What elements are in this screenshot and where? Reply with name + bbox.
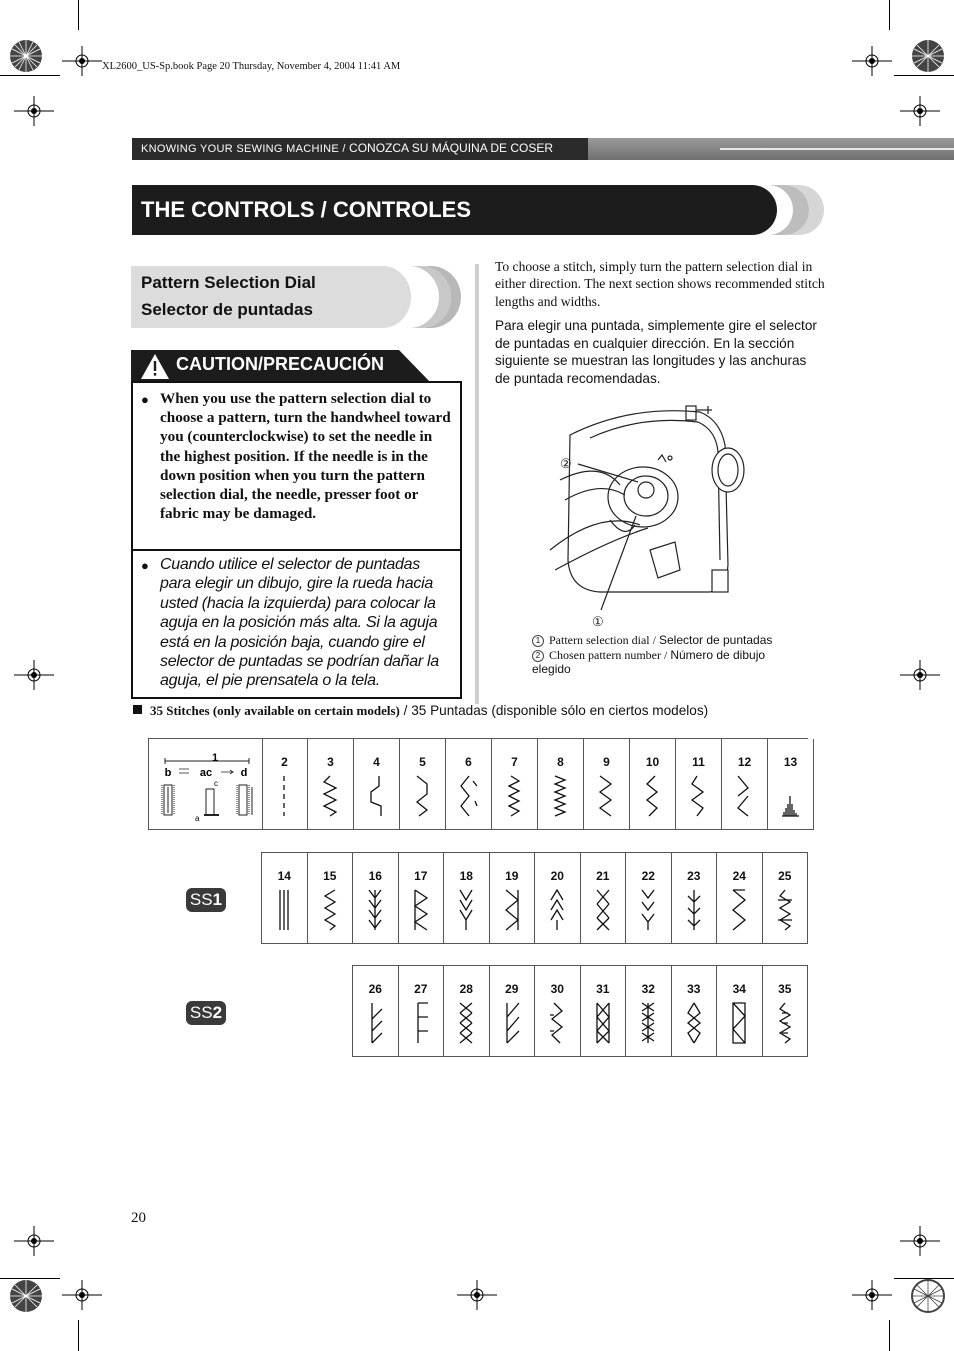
stitch-cell [763,853,809,944]
stitch-pattern-icon [549,775,571,817]
trim-line [889,1320,890,1351]
stitch-cell [630,739,676,830]
stitch-cell [535,853,581,944]
stitch-pattern-icon [546,1002,568,1044]
stitch-number: 4 [373,755,380,769]
stitch-pattern-icon [637,1002,659,1044]
section-title-en: KNOWING YOUR SEWING MACHINE / [141,143,350,155]
crosshair-mark [852,46,892,76]
stitch-cell-buttonhole [149,739,263,830]
stitch-cell [444,966,490,1057]
stitch-pattern-icon [457,775,479,817]
stitch-number: 34 [732,982,746,996]
caution-label: CAUTION/PRECAUCIÓN [176,354,385,374]
stitch-pattern-icon [637,889,659,931]
trim-line [78,1320,79,1351]
page-number: 20 [131,1210,146,1226]
buttonhole-label-a: a [195,814,200,823]
stitch-cell [581,853,627,944]
stitch-cell [626,966,672,1057]
stitch-table-row-2 [261,852,808,944]
registration-mark-top-right [908,36,948,76]
caution-divider [133,549,460,551]
stitch-cell [717,966,763,1057]
stitch-cell [308,853,354,944]
stitch-number: 20 [550,869,564,883]
crosshair-mark [14,96,54,126]
buttonhole-diagram [159,745,255,825]
stitch-pattern-icon [364,889,386,931]
registration-mark-top-left [6,36,46,76]
stitch-cell [672,853,718,944]
stitch-pattern-icon [501,1002,523,1044]
intro-paragraph-en: To choose a stitch, simply turn the pattern selection dial in either direction. The next section shows recommended stitch lengths and widths. [495,259,825,309]
stitch-cell [584,739,630,830]
stitch-number: 5 [419,755,426,769]
ss1-badge [186,888,226,912]
stitch-cell [490,853,536,944]
section-title-es: CONOZCA SU MÁQUINA DE COSER [349,141,554,155]
buttonhole-step-b: b [164,767,172,779]
stitch-pattern-icon [411,775,433,817]
stitch-cell [399,853,445,944]
stitch-pattern-icon [774,889,796,931]
buttonhole-step-d: d [240,767,248,779]
page-title: THE CONTROLS / CONTROLES [141,197,471,222]
trim-line [889,0,890,30]
stitch-heading-es: / 35 Puntadas (disponible sólo en ciertos modelos) [399,703,709,718]
subtitle-es: Selector de puntadas [141,300,313,319]
stitch-pattern-icon [273,889,295,931]
stitch-pattern-icon [687,775,709,817]
stitch-pattern-icon [410,889,432,931]
stitch-cell [672,966,718,1057]
stitch-cell [490,966,536,1057]
legend-number: 1 [532,635,544,647]
stitch-cell [446,739,492,830]
stitch-cell [676,739,722,830]
caution-item-en [141,389,451,523]
ss2-prefix: SS [189,1003,213,1022]
stitch-number: 8 [557,755,564,769]
stitch-cell [354,739,400,830]
crosshair-mark [900,96,940,126]
stitch-pattern-icon [641,775,663,817]
stitch-pattern-icon [410,1002,432,1044]
stitch-pattern-icon [365,775,387,817]
stitch-table-row-3 [352,965,808,1057]
stitch-cell [581,966,627,1057]
ss2-number: 2 [212,1003,223,1022]
stitch-cell [717,853,763,944]
registration-mark-bottom-right [908,1276,948,1316]
stitch-number: 29 [505,982,519,996]
crosshair-mark [900,660,940,690]
stitch-number: 2 [281,755,288,769]
bullet-icon: ● [141,392,149,407]
stitch-number: 21 [596,869,610,883]
stitch-pattern-icon [364,1002,386,1044]
stitch-number: 19 [505,869,519,883]
stitch-number: 32 [641,982,655,996]
stitch-number: 13 [783,755,798,769]
stitch-number: 24 [732,869,746,883]
stitch-cell [538,739,584,830]
stitch-number: 27 [414,982,428,996]
sewing-machine-illustration [530,400,760,628]
bullet-icon: ● [141,558,149,573]
stitch-number: 16 [368,869,382,883]
caution-item-es [141,555,453,691]
stitch-pattern-icon [774,1002,796,1044]
stitch-cell [444,853,490,944]
stitch-cell [353,853,399,944]
stitch-cell [400,739,446,830]
caution-text-en: When you use the pattern selection dial to choose a pattern, turn the handwheel toward you (counterclockwise) to set the needle in the highest position. If the needle is in the down position when you turn the pattern selection dial, the needle, presser foot or fabric may be damaged. [160,390,451,523]
stitch-heading [133,703,708,719]
legend-text-es: Selector de puntadas [658,633,773,647]
legend-text-en: Pattern selection dial / [549,633,659,647]
stitch-cell [626,853,672,944]
stitch-number: 18 [459,869,473,883]
trim-line [0,75,60,76]
stitch-cell [353,966,399,1057]
figure-legend-item [532,648,802,676]
stitch-cell [262,739,308,830]
stitch-number: 26 [368,982,382,996]
trim-line [78,0,79,30]
stitch-pattern-icon [683,889,705,931]
stitch-number: 3 [327,755,334,769]
stitch-pattern-icon [455,1002,477,1044]
trim-line [894,1278,954,1279]
ss1-number: 1 [212,890,223,909]
stitch-heading-en: 35 Stitches (only available on certain models) [150,703,400,718]
trim-line [894,75,954,76]
stitch-pattern-icon [592,889,614,931]
stitch-number: 14 [277,869,291,883]
crosshair-mark [852,1280,892,1310]
stitch-number: 6 [465,755,472,769]
stitch-number: 33 [687,982,701,996]
stitch-number: 23 [687,869,701,883]
stitch-pattern-icon [779,775,801,817]
stitch-number: 11 [692,755,705,769]
stitch-number: 22 [641,869,655,883]
stitch-number: 35 [778,982,792,996]
stitch-number: 25 [778,869,792,883]
stitch-cell [492,739,538,830]
stitch-pattern-icon [319,889,341,931]
ss1-prefix: SS [189,890,213,909]
stitch-cell [262,853,308,944]
subtitle-en: Pattern Selection Dial [141,273,316,292]
stitch-pattern-icon [683,1002,705,1044]
trim-line [0,1278,60,1279]
stitch-table-row-1 [148,738,808,830]
stitch-number: 17 [414,869,428,883]
square-bullet-icon [133,705,142,714]
legend-text-es: Número de dibujo elegido [532,648,766,676]
stitch-cell [763,966,809,1057]
buttonhole-label-c: c [214,779,218,788]
stitch-cell [768,739,814,830]
crosshair-mark [14,660,54,690]
stitch-pattern-icon [319,775,341,817]
stitch-cell [722,739,768,830]
stitch-cell [535,966,581,1057]
intro-paragraph-es: Para elegir una puntada, simplemente gire el selector de puntadas en cualquier dirección. En la sección siguiente se muestran las longitudes y las anchuras de puntada recomendadas. [495,318,817,386]
stitch-number: 30 [550,982,564,996]
stitch-number: 10 [645,755,660,769]
stitch-cell [308,739,354,830]
file-header: XL2600_US-Sp.book Page 20 Thursday, November 4, 2004 11:41 AM [102,61,401,72]
caution-text-es: Cuando utilice el selector de puntadas para elegir un dibujo, gire la rueda hacia usted (hacia la izquierda) para colocar la aguja en la posición más alta. Si la aguja está en la posición baja, cuando gire el selector de puntadas se podrían dañar la aguja, el pie prensatela o la tela. [160,556,439,690]
column-divider [475,264,479,704]
stitch-pattern-icon [728,889,750,931]
buttonhole-number: 1 [211,752,219,764]
crosshair-mark [900,1226,940,1256]
subtitle [141,269,316,323]
callout-2: ② [560,456,572,471]
figure-legend-item [532,633,772,647]
section-title [141,141,553,155]
stitch-pattern-icon [273,775,295,817]
registration-mark-bottom-left [6,1276,46,1316]
stitch-cell [399,966,445,1057]
crosshair-mark [62,46,102,76]
stitch-number: 9 [603,755,610,769]
stitch-pattern-icon [592,1002,614,1044]
stitch-number: 12 [737,755,752,769]
crosshair-mark [457,1280,497,1310]
stitch-pattern-icon [595,775,617,817]
legend-text-en: Chosen pattern number / [549,648,671,662]
crosshair-mark [62,1280,102,1310]
stitch-pattern-icon [733,775,755,817]
crosshair-mark [14,1226,54,1256]
callout-1: ① [592,614,604,628]
section-bar [132,138,954,160]
stitch-number: 15 [323,869,337,883]
stitch-pattern-icon [546,889,568,931]
buttonhole-step-ac: ac [199,767,213,779]
legend-number: 2 [532,650,544,662]
caution-box [131,381,462,699]
stitch-number: 31 [596,982,610,996]
stitch-pattern-icon [455,889,477,931]
ss2-badge [186,1001,226,1025]
stitch-number: 28 [459,982,473,996]
stitch-number: 7 [511,755,518,769]
stitch-pattern-icon [501,889,523,931]
stitch-pattern-icon [728,1002,750,1044]
stitch-pattern-icon [503,775,525,817]
